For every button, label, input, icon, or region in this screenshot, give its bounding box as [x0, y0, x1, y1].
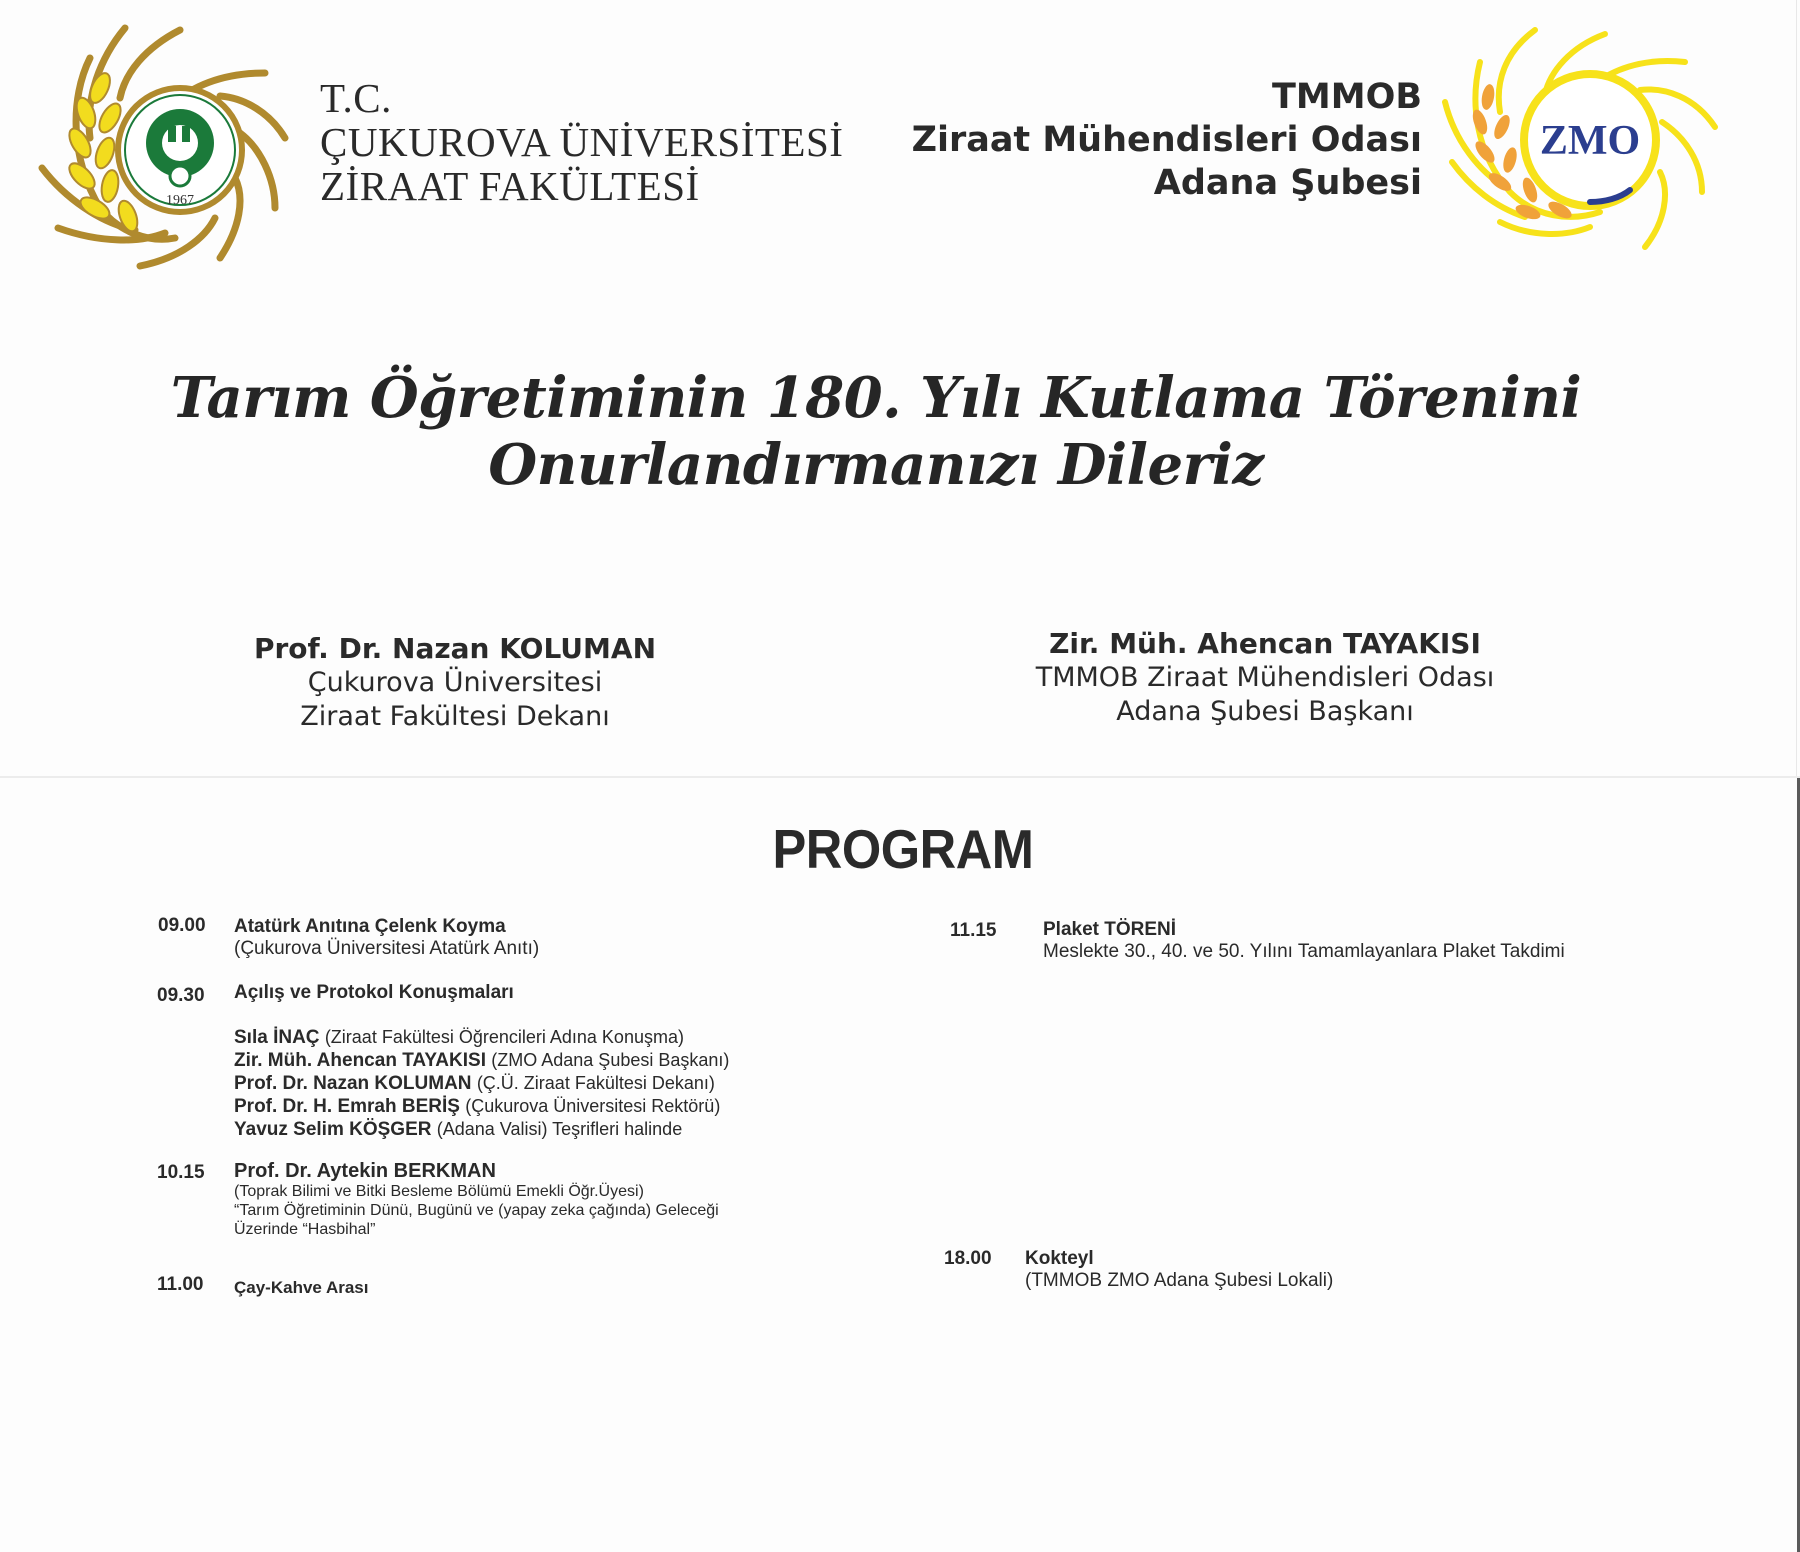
program-item-title: Açılış ve Protokol Konuşmaları	[234, 982, 514, 1003]
speaker-note: (Adana Valisi) Teşrifleri halinde	[436, 1119, 683, 1139]
program-time: 18.00	[944, 1248, 992, 1269]
program-time: 10.15	[157, 1162, 205, 1183]
program-title: PROGRAM	[772, 818, 1034, 880]
speaker-note: (Ziraat Fakültesi Öğrencileri Adına Konuşma)	[324, 1027, 684, 1047]
program-item-title: Plaket TÖRENİ	[1043, 919, 1177, 940]
program-time: 11.15	[950, 920, 997, 941]
signer-role: Ziraat Fakültesi Dekanı	[300, 701, 610, 732]
program-item-detail: (Toprak Bilimi ve Bitki Besleme Bölümü Emekli Öğr.Üyesi)	[234, 1183, 644, 1200]
zmo-logo-text: ZMO	[1539, 118, 1641, 164]
zmo-org-name	[912, 76, 1422, 205]
zmo-logo-icon	[1440, 22, 1720, 262]
signer-role: Çukurova Üniversitesi	[307, 667, 603, 698]
signer-role: TMMOB Ziraat Mühendisleri Odası	[1035, 662, 1495, 693]
signer-branch-president	[990, 627, 1540, 729]
program-item-detail: Üzerinde “Hasbihal”	[234, 1221, 376, 1238]
cu-line-university: ÇUKUROVA ÜNİVERSİTESİ	[320, 119, 844, 165]
zmo-line-branch: Adana Şubesi	[1153, 163, 1422, 203]
program-item-title: Atatürk Anıtına Çelenk Koyma	[234, 916, 506, 937]
speaker-name: Zir. Müh. Ahencan TAYAKISI	[234, 1050, 486, 1071]
signer-name: Zir. Müh. Ahencan TAYAKISI	[1049, 627, 1481, 660]
headline-line-1: Tarım Öğretiminin 180. Yılı Kutlama Törenini	[170, 365, 1582, 431]
svg-text:1967: 1967	[166, 193, 194, 208]
invitation-headline	[0, 365, 1752, 499]
speaker-note: (Çukurova Üniversitesi Rektörü)	[465, 1096, 721, 1116]
program-item-title: Kokteyl	[1025, 1248, 1094, 1269]
cu-faculty-name	[320, 76, 843, 208]
speaker-line	[234, 1118, 729, 1141]
speaker-note: (Ç.Ü. Ziraat Fakültesi Dekanı)	[476, 1073, 715, 1093]
speaker-line	[234, 1095, 729, 1118]
speaker-name: Yavuz Selim KÖŞGER	[234, 1119, 432, 1140]
cu-ziraat-logo-icon	[30, 18, 300, 273]
program-time: 11.00	[157, 1274, 204, 1295]
speaker-line	[234, 1026, 729, 1049]
program-time: 09.00	[158, 915, 206, 936]
speaker-note: (ZMO Adana Şubesi Başkanı)	[491, 1050, 730, 1070]
speaker-line	[234, 1049, 729, 1072]
speaker-name: Sıla İNAÇ	[234, 1027, 320, 1048]
cu-line-faculty: ZİRAAT FAKÜLTESİ	[320, 163, 700, 209]
zmo-line-tmmob: TMMOB	[1272, 77, 1422, 117]
program-item-detail: Meslekte 30., 40. ve 50. Yılını Tamamlayanlara Plaket Takdimi	[1043, 941, 1565, 962]
program-item-detail: (Çukurova Üniversitesi Atatürk Anıtı)	[234, 938, 540, 959]
zmo-line-chamber: Ziraat Mühendisleri Odası	[911, 120, 1422, 160]
signer-dean	[220, 632, 690, 734]
speaker-line	[234, 1072, 729, 1095]
program-item-title: Çay-Kahve Arası	[234, 1278, 369, 1297]
program-time: 09.30	[157, 985, 205, 1006]
program-item-detail: (TMMOB ZMO Adana Şubesi Lokali)	[1025, 1270, 1334, 1291]
headline-line-2: Onurlandırmanızı Dileriz	[488, 432, 1264, 498]
speaker-name: Prof. Dr. Nazan KOLUMAN	[234, 1073, 472, 1094]
program-item-detail: “Tarım Öğretiminin Dünü, Bugünü ve (yapay zeka çağında) Geleceği	[234, 1202, 719, 1219]
signer-role: Adana Şubesi Başkanı	[1116, 696, 1414, 727]
speaker-name: Prof. Dr. H. Emrah BERİŞ	[234, 1096, 460, 1117]
program-item-title: Prof. Dr. Aytekin BERKMAN	[234, 1160, 496, 1182]
cu-line-tc: T.C.	[320, 75, 392, 121]
signer-name: Prof. Dr. Nazan KOLUMAN	[253, 632, 657, 665]
